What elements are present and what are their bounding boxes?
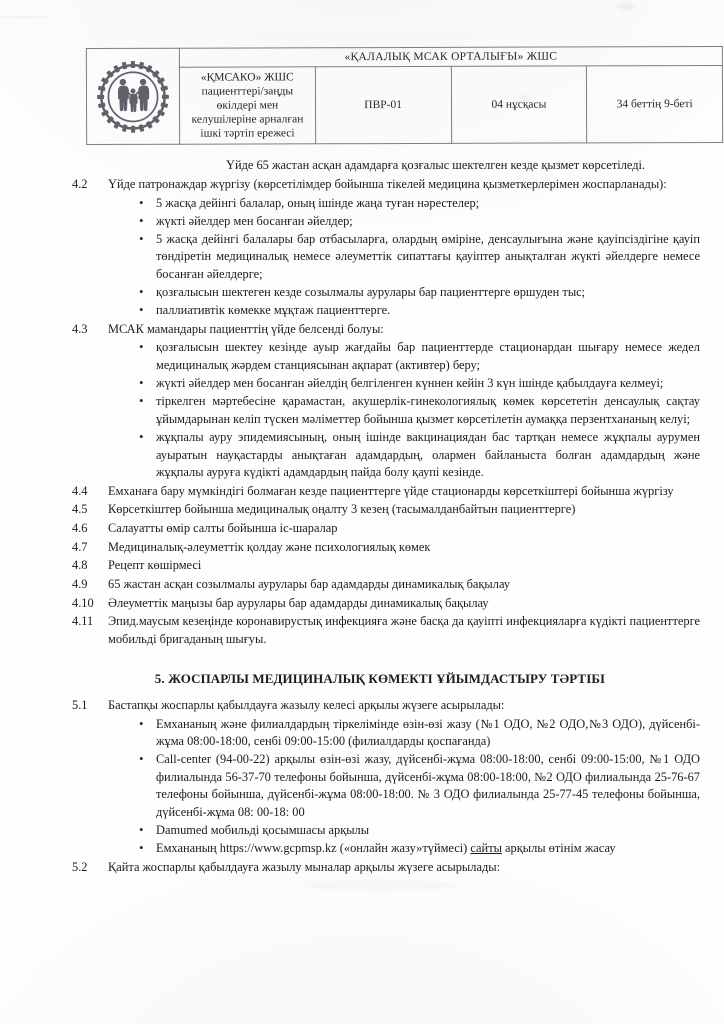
bullet-list-4-2 xyxy=(0,195,724,320)
section-5-heading: 5. ЖОСПАРЛЫ МЕДИЦИНАЛЫҚ КӨМЕКТІ ҰЙЫМДАСТЫРУ ТӘРТІБІ xyxy=(154,671,606,687)
clause-number: 5.1 xyxy=(72,697,88,712)
list-item: • паллиативтік көмекке мұқтаж пациенттерге. xyxy=(0,302,724,320)
header-organization-title: «ҚАЛАЛЫҚ МСАК ОРТАЛЫҒЫ» ЖШС xyxy=(179,47,722,68)
list-item: • 5 жасқа дейінгі балалар, оның ішінде жаңа туған нәрестелер; xyxy=(0,195,724,213)
clause-number: 4.5 xyxy=(72,502,88,517)
clause-number: 5.2 xyxy=(72,859,88,874)
clause-4-10 xyxy=(0,595,724,613)
clause-text: МСАК мамандары пациенттің үйде белсенді болуы: xyxy=(108,321,384,336)
clause-text: Әлеуметтік маңызы бар аурулары бар адамдарды динамикалық бақылау xyxy=(108,595,489,610)
list-item: • жұқпалы ауру эпидемиясының, оның ішінде вакцинациядан бас тартқан немесе жұқпалы аурумен ауыратын науқастарды анықтаған адамдардың, олармен байланыста болған адамдардың және жұқпалы ауруға күдікті адамдардың пайда болу қаупі кезінде. xyxy=(0,429,724,482)
list-item: • қозғалысын шектеу кезінде ауыр жағдайы бар пациенттерде стационардан шығару немесе жедел медициналық жәрдем станциясынан ақпарат (активтер) беру; xyxy=(0,339,724,374)
clause-4-2 xyxy=(0,176,724,194)
list-item: • жүкті әйелдер мен босанған әйелдің белгіленген күннен кейін 3 күн ішінде қабылдауға келмеуі; xyxy=(0,375,724,393)
clause-4-4 xyxy=(0,483,724,501)
bullet-list-4-3 xyxy=(0,339,724,481)
list-item: • Damumed мобильді қосымшасы арқылы xyxy=(0,822,724,840)
header-logo-cell xyxy=(86,48,179,144)
clause-text: Эпид.маусым кезеңінде коронавирустық инфекцияға және басқа да қауіпті инфекцияларға күдікті пациенттерге мобильді бригаданың шығуы. xyxy=(108,614,700,646)
clause-number: 4.11 xyxy=(72,614,94,629)
lead-paragraph: Үйде 65 жастан асқан адамдарға қозғалыс шектелген кезде қызмет көрсетіледі. xyxy=(226,158,646,173)
clause-4-5 xyxy=(0,501,724,519)
scan-artifact-streak xyxy=(0,16,48,18)
clause-number: 4.3 xyxy=(72,321,88,336)
link-bullet-suffix: арқылы өтінім жасау xyxy=(501,841,616,856)
clause-number: 4.9 xyxy=(72,576,88,591)
clause-number: 4.10 xyxy=(72,595,94,610)
document-header-table xyxy=(86,46,723,145)
header-document-version: 04 нұсқасы xyxy=(451,66,587,144)
list-item: • тіркелген мәртебесіне қарамастан, акушерлік-гинекологиялық көмек көрсететін денсаулық сақтау ұйымдарынан келіп түскен мәліметтер бойынша қызмет көрсетілетін аумаққа перзентхананың келуі; xyxy=(0,393,724,428)
clause-text: Салауатты өмір салты бойынша іс-шаралар xyxy=(108,521,338,536)
list-item: • 5 жасқа дейінгі балалары бар отбасыларға, олардың өміріне, денсаулығына және қауіпсіздігіне қауіп төндіретін медициналық немесе әлеуметтік сипаттағы қауіптер анықталған жүкті әйелдерге немесе босанған әйелдерге; xyxy=(0,231,724,284)
clause-4-6 xyxy=(0,520,724,538)
list-item: • қозғалысын шектеген кезде созылмалы аурулары бар пациенттерге өршуден тыс; xyxy=(0,284,724,302)
clause-text: Көрсеткіштер бойынша медициналық оңалту 3 кезең (тасымалданбайтын пациенттерге) xyxy=(108,502,576,517)
header-document-code: ПВР-01 xyxy=(315,66,451,144)
link-bullet-prefix: Емхананың https://www.gcpmsp.kz («онлайн жазу»түймесі) xyxy=(156,841,471,856)
scan-artifact-streak xyxy=(0,38,724,39)
list-item: • жүкті әйелдер мен босанған әйелдер; xyxy=(0,213,724,231)
clause-text: Қайта жоспарлы қабылдауға жазылу мыналар арқылы жүзеге асырылады: xyxy=(108,859,501,874)
list-item: • Емхананың және филиалдардың тіркелімінде өзін-өзі жазу (№1 ОДО, №2 ОДО,№3 ОДО), дүйсенбі-жұма 08:00-18:00, сенбі 09:00-15:00 (филиалдарды қоспағанда) xyxy=(0,716,724,751)
family-in-gear-emblem-icon xyxy=(94,57,172,135)
header-page-number: 34 беттің 9-беті xyxy=(587,66,723,144)
clause-text: 65 жастан асқан созылмалы аурулары бар адамдарды динамикалық бақылау xyxy=(108,576,511,591)
bullet-list-5-1 xyxy=(0,716,724,858)
clause-number: 4.7 xyxy=(72,539,88,554)
clause-number: 4.8 xyxy=(72,558,88,573)
clause-text: Рецепт көшірмесі xyxy=(108,558,202,573)
clause-number: 4.4 xyxy=(72,483,88,498)
scan-artifact-smudge xyxy=(300,880,460,890)
clause-4-7 xyxy=(0,539,724,557)
clause-4-8 xyxy=(0,557,724,575)
website-link[interactable]: сайты xyxy=(470,841,502,856)
clause-number: 4.2 xyxy=(72,177,88,191)
clause-text: Бастапқы жоспарлы қабылдауға жазылу келесі арқылы жүзеге асырылады: xyxy=(108,697,505,712)
clause-text: Емханаға бару мүмкіндігі болмаған кезде пациенттерге үйде стационарды көрсеткіштері бойынша жүргізу xyxy=(108,483,674,498)
list-item-with-link xyxy=(0,840,724,858)
clause-number: 4.6 xyxy=(72,521,88,536)
document-body xyxy=(0,145,724,877)
clause-4-9 xyxy=(0,576,724,594)
list-item: • Call-center (94-00-22) арқылы өзін-өзі жазу, дүйсенбі-жұма 08:00-18:00, сенбі 09:00-15:00, №1 ОДО филиалында 56-37-70 телефоны бойынша, дүйсенбі-жұма 08:00-18:00, №2 ОДО филиалында 25-76-67 телефоны бойынша, дүйсенбі-жұма 08:00-18:00. № 3 ОДО филиалында 25-77-45 телефоны бойынша, дүйсенбі-жұма 08: 00-18: 00 xyxy=(0,751,724,821)
clause-text: Медициналық-әлеуметтік қолдау және психологиялық көмек xyxy=(108,539,431,554)
header-document-subject: «ҚМСАКО» ЖШС пациенттері/заңды өкілдері мен келушілеріне арналған ішкі тәртіп ережесі xyxy=(179,67,315,145)
clause-4-11 xyxy=(0,613,724,648)
clause-5-2 xyxy=(0,859,724,877)
clause-text: Үйде патронаждар жүргізу (көрсетілімдер бойынша тікелей медицина қызметкерлерімен жоспарланады): xyxy=(108,177,667,191)
clause-5-1 xyxy=(0,697,724,715)
clause-4-3 xyxy=(0,321,724,339)
scan-artifact-smudge xyxy=(617,3,635,10)
